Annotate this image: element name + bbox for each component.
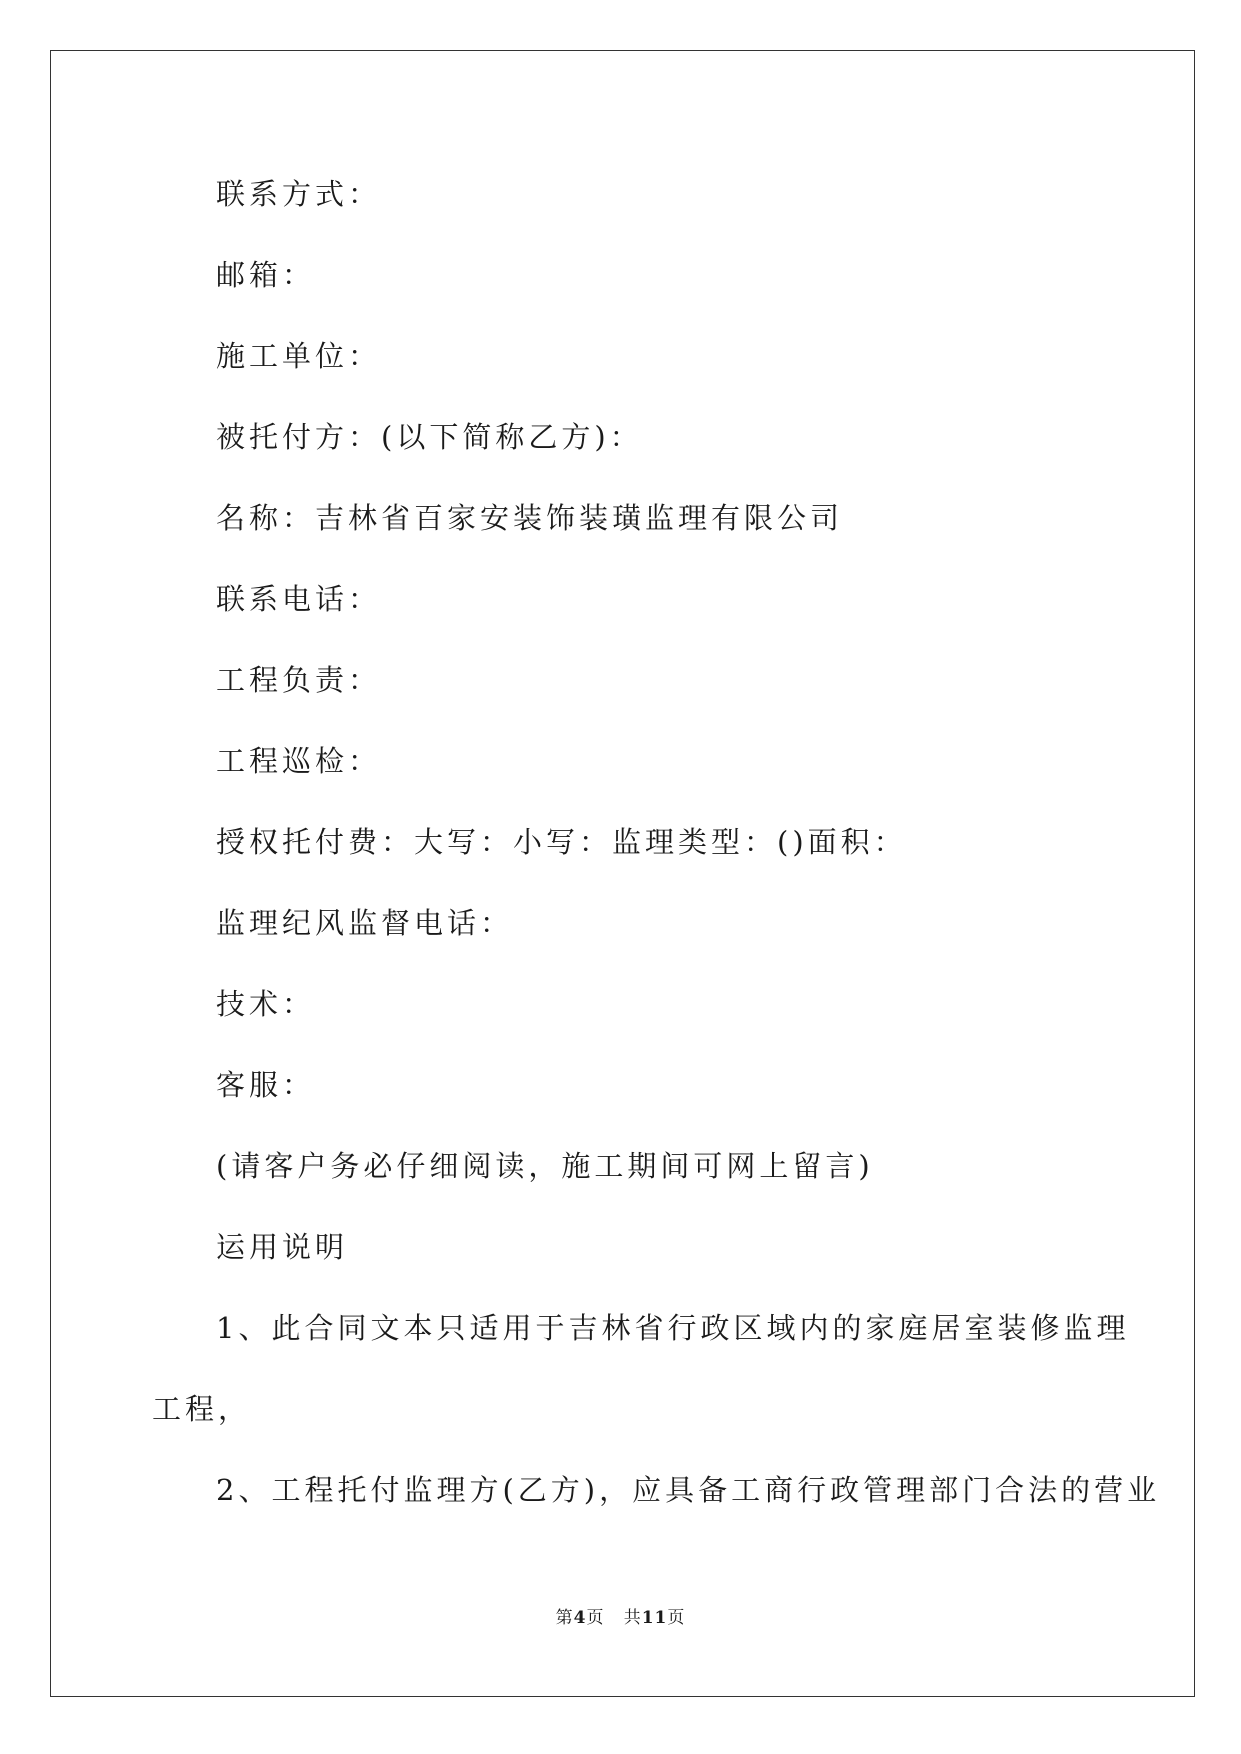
fee-line: 授权托付费：大写：小写：监理类型：()面积：	[216, 825, 907, 859]
contact-phone-line: 联系电话：	[216, 582, 382, 616]
construction-unit-line: 施工单位：	[216, 339, 382, 373]
customer-service-line: 客服：	[216, 1068, 316, 1102]
usage-heading: 运用说明	[216, 1230, 349, 1264]
company-name-line: 名称：吉林省百家安装饰装璜监理有限公司	[216, 501, 844, 535]
total-page-number: 11	[641, 1608, 668, 1628]
entrusted-party-line: 被托付方：(以下简称乙方)：	[216, 420, 643, 454]
email-line: 邮箱：	[216, 258, 316, 292]
page-border	[50, 50, 1195, 1697]
technical-line: 技术：	[216, 987, 316, 1021]
project-inspection-line: 工程巡检：	[216, 744, 382, 778]
clause-2-line: 2、工程托付监理方(乙方)，应具备工商行政管理部门合法的营业	[216, 1473, 1161, 1507]
current-page-number: 4	[573, 1608, 587, 1628]
page-footer	[0, 1603, 1241, 1628]
supervision-phone-line: 监理纪风监督电话：	[216, 906, 514, 940]
footer-total-suffix: 页	[667, 1608, 686, 1628]
notice-line: (请客户务必仔细阅读，施工期间可网上留言)	[216, 1149, 874, 1183]
clause-1-line: 1、此合同文本只适用于吉林省行政区域内的家庭居室装修监理	[216, 1311, 1130, 1345]
footer-total-prefix: 共	[623, 1608, 642, 1628]
footer-prefix: 第	[555, 1608, 574, 1628]
clause-1-continuation: 工程，	[152, 1392, 252, 1426]
project-manager-line: 工程负责：	[216, 663, 382, 697]
contact-method-line: 联系方式：	[216, 177, 382, 211]
footer-page-suffix: 页	[586, 1608, 605, 1628]
